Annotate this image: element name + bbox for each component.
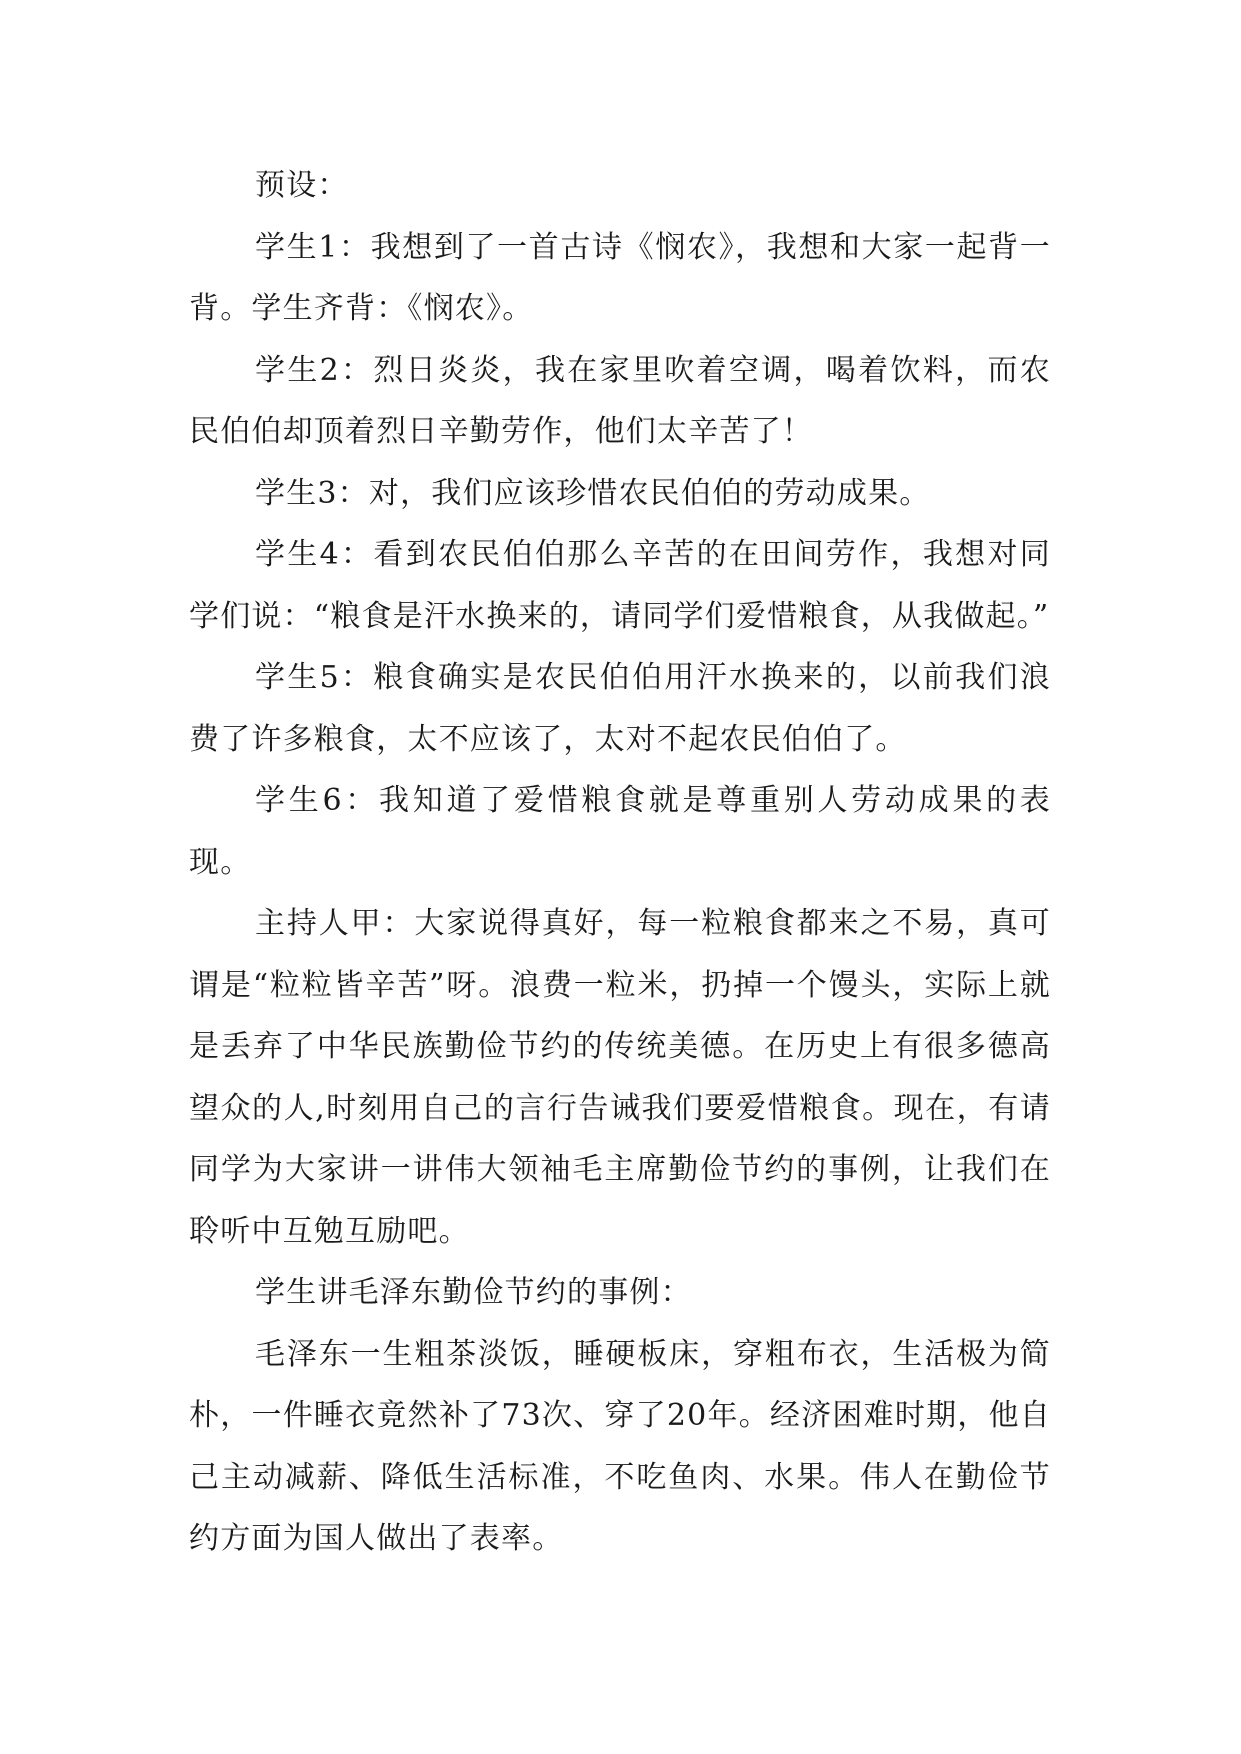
paragraph-story-intro: 学生讲毛泽东勤俭节约的事例： [255, 1275, 692, 1310]
paragraph-student-6: 学生6：我知道了爱惜粮食就是尊重别人劳动成果的表现。 [189, 783, 1051, 880]
paragraph-student-3: 学生3：对，我们应该珍惜农民伯伯的劳动成果。 [255, 475, 931, 511]
document-body [189, 155, 1051, 1570]
paragraph-host-a: 主持人甲：大家说得真好，每一粒粮食都来之不易，真可谓是“粒粒皆辛苦”呀。浪费一粒米，扔掉一个馒头，实际上就是丢弃了中华民族勤俭节约的传统美德。在历史上有很多德高望众的人,时刻用自己的言行告诫我们要爱惜粮食。现在，有请同学为大家讲一讲伟大领袖毛主席勤俭节约的事例，让我们在聆听中互勉互励吧。 [189, 906, 1051, 1249]
paragraph-preset: 预设： [255, 168, 349, 203]
paragraph-student-1: 学生1：我想到了一首古诗《悯农》，我想和大家一起背一背。学生齐背：《悯农》。 [189, 229, 1051, 326]
paragraph-student-4: 学生4：看到农民伯伯那么辛苦的在田间劳作，我想对同学们说：“粮食是汗水换来的，请同学们爱惜粮食，从我做起。” [189, 537, 1051, 634]
paragraph-story: 毛泽东一生粗茶淡饭，睡硬板床，穿粗布衣，生活极为简朴，一件睡衣竟然补了73次、穿了20年。经济困难时期，他自己主动减薪、降低生活标准，不吃鱼肉、水果。伟人在勤俭节约方面为国人做出了表率。 [189, 1336, 1051, 1556]
paragraph-student-2: 学生2：烈日炎炎，我在家里吹着空调，喝着饮料，而农民伯伯却顶着烈日辛勤劳作，他们太辛苦了！ [189, 352, 1051, 449]
paragraph-student-5: 学生5：粮食确实是农民伯伯用汗水换来的，以前我们浪费了许多粮食，太不应该了，太对不起农民伯伯了。 [189, 660, 1051, 757]
